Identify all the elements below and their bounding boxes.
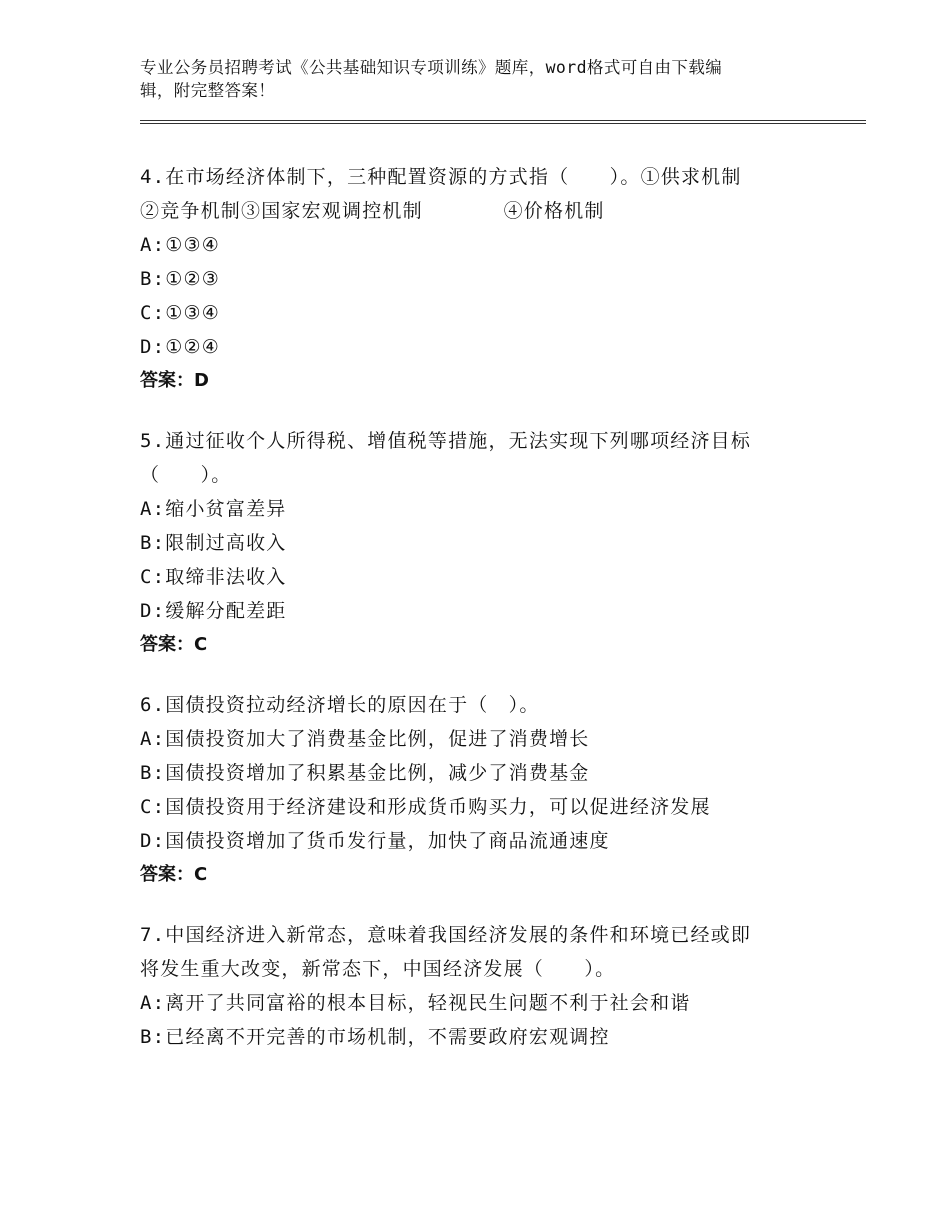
option-c: C:国债投资用于经济建设和形成货币购买力，可以促进经济发展 (140, 796, 711, 818)
option-d: D:缓解分配差距 (140, 600, 287, 622)
header-divider (140, 120, 866, 124)
answer-line: 答案：C (140, 634, 208, 655)
question-text-line: 5.通过征收个人所得税、增值税等措施，无法实现下列哪项经济目标 (140, 430, 752, 452)
option-b: B:国债投资增加了积累基金比例，减少了消费基金 (140, 762, 590, 784)
option-d: D:国债投资增加了货币发行量，加快了商品流通速度 (140, 830, 610, 852)
question-4 (140, 160, 820, 398)
option-a: A:离开了共同富裕的根本目标，轻视民生问题不利于社会和谐 (140, 992, 691, 1014)
answer-line: 答案：C (140, 864, 208, 885)
question-text-line: 4.在市场经济体制下，三种配置资源的方式指（ ）。①供求机制 (140, 166, 742, 188)
question-text-line: 将发生重大改变，新常态下，中国经济发展（ ）。 (140, 958, 616, 980)
question-text-line: 6.国债投资拉动经济增长的原因在于（ ）。 (140, 694, 540, 716)
answer-line: 答案：D (140, 370, 209, 391)
option-b: B:限制过高收入 (140, 532, 287, 554)
question-5 (140, 424, 820, 662)
option-b: B:已经离不开完善的市场机制，不需要政府宏观调控 (140, 1026, 610, 1048)
option-a: A:缩小贫富差异 (140, 498, 287, 520)
question-text-line: 7.中国经济进入新常态，意味着我国经济发展的条件和环境已经或即 (140, 924, 752, 946)
question-6 (140, 688, 820, 892)
question-text-line: ②竞争机制③国家宏观调控机制 ④价格机制 (140, 200, 605, 222)
option-c: C:取缔非法收入 (140, 566, 287, 588)
question-7 (140, 918, 820, 1054)
option-d: D:①②④ (140, 336, 220, 358)
option-b: B:①②③ (140, 268, 220, 290)
document-header (140, 56, 790, 102)
option-c: C:①③④ (140, 302, 220, 324)
option-a: A:国债投资加大了消费基金比例，促进了消费增长 (140, 728, 590, 750)
question-text-line: （ ）。 (140, 464, 232, 486)
option-a: A:①③④ (140, 234, 220, 256)
header-line-2: 辑，附完整答案！ (140, 81, 276, 100)
header-line-1: 专业公务员招聘考试《公共基础知识专项训练》题库，word格式可自由下载编 (140, 58, 723, 77)
question-list (140, 160, 820, 1080)
